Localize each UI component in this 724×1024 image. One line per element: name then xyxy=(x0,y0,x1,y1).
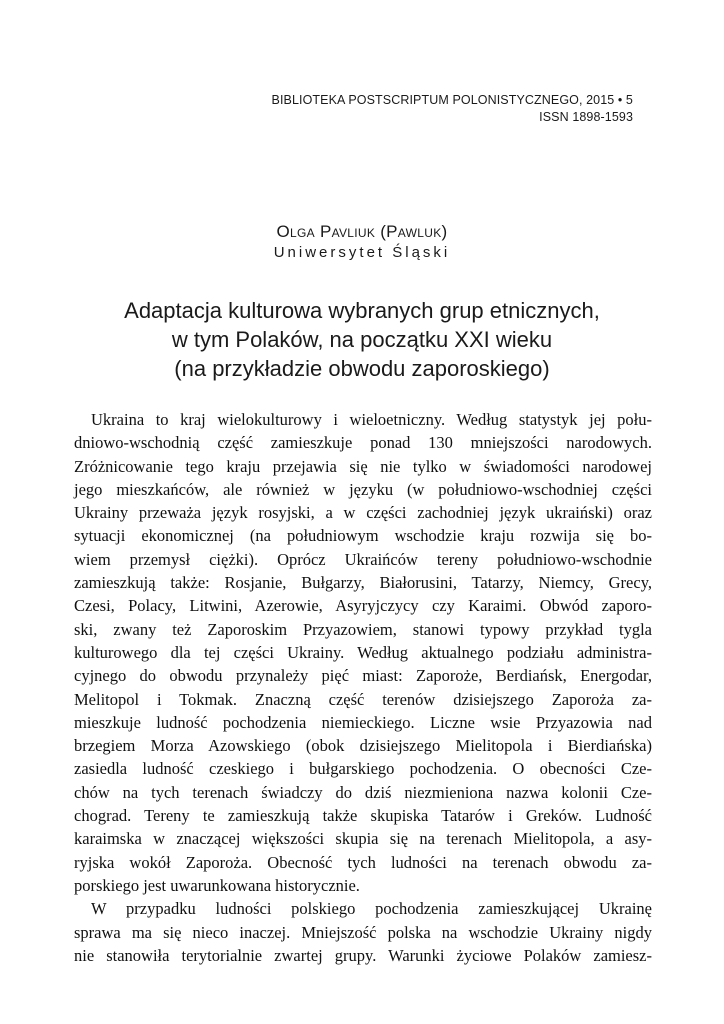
paragraph-line: chów na tych terenach świadczy do dziś niezmieniona nazwa kolonii Cze- xyxy=(74,782,652,802)
running-header xyxy=(272,92,633,126)
body-text xyxy=(74,408,652,967)
paragraph-line: Czesi, Polacy, Litwini, Azerowie, Asyryjczycy czy Karaimi. Obwód zaporo- xyxy=(74,596,652,616)
paragraph-line: mieszkuje ludność pochodzenia niemieckiego. Liczne wsie Przyazowia nad xyxy=(74,712,652,732)
paragraph-line: jego mieszkańców, ale również w języku (w południowo-wschodniej części xyxy=(74,479,652,499)
paragraph-line: cyjnego do obwodu przynależy pięć miast: Zaporoże, Berdiańsk, Energodar, xyxy=(74,666,652,686)
paragraph-line: karaimska w znaczącej większości skupia się na terenach Mielitopola, a asy- xyxy=(74,829,652,849)
paragraph-line: ryjska wokół Zaporoża. Obecność tych ludności na terenach obwodu za- xyxy=(74,852,652,872)
paragraph-line: dniowo-wschodnią część zamieszkuje ponad 130 mniejszości narodowych. xyxy=(74,433,652,453)
paragraph-line: Ukraina to kraj wielokulturowy i wieloetniczny. Według statystyk jej połu- xyxy=(91,410,652,429)
author-affiliation: Uniwersytet Śląski xyxy=(273,244,451,261)
title-line: (na przykładzie obwodu zaporoskiego) xyxy=(174,356,550,381)
paragraph-line: porskiego jest uwarunkowana historycznie. xyxy=(74,875,360,895)
journal-line: BIBLIOTEKA POSTSCRIPTUM POLONISTYCZNEGO, 2015 • 5 xyxy=(271,93,633,107)
paragraph-line: W przypadku ludności polskiego pochodzenia zamieszkującej Ukrainę xyxy=(91,899,652,919)
paragraph-line: sprawa ma się nieco inaczej. Mniejszość polska na wschodzie Ukrainy nigdy xyxy=(74,922,652,942)
article-title xyxy=(0,296,724,383)
author-name: Olga Pavliuk (Pawluk) xyxy=(276,222,448,241)
paragraph-line: zamieszkują także: Rosjanie, Bułgarzy, Białorusini, Tatarzy, Niemcy, Grecy, xyxy=(74,573,652,593)
issn-line: ISSN 1898-1593 xyxy=(539,110,633,124)
paragraph-line: Ukrainy przeważa język rosyjski, a w części zachodniej język ukraiński) oraz xyxy=(74,503,652,523)
paragraph-line: ski, zwany też Zaporoskim Przyazowiem, stanowi typowy przykład tygla xyxy=(74,619,652,639)
paragraph-line: nie stanowiła terytorialnie zwartej grupy. Warunki życiowe Polaków zamiesz- xyxy=(74,945,652,965)
paragraph-line: Melitopol i Tokmak. Znaczną część terenów dzisiejszego Zaporoża za- xyxy=(74,689,652,709)
paragraph-line: chograd. Tereny te zamieszkują także skupiska Tatarów i Greków. Ludność xyxy=(74,806,652,826)
title-line: Adaptacja kulturowa wybranych grup etnicznych, xyxy=(124,298,600,323)
title-line: w tym Polaków, na początku XXI wieku xyxy=(171,327,553,352)
paragraph-line: zasiedla ludność czeskiego i bułgarskiego pochodzenia. O obecności Cze- xyxy=(74,759,652,779)
paragraph-line: brzegiem Morza Azowskiego (obok dzisiejszego Mielitopola i Bierdiańska) xyxy=(74,736,652,756)
paragraph-line: Zróżnicowanie tego kraju przejawia się nie tylko w świadomości narodowej xyxy=(74,456,652,476)
paragraph-line: kulturowego dla tej części Ukrainy. Według aktualnego podziału administra- xyxy=(74,642,652,662)
paragraph-line: wiem przemysł ciężki). Oprócz Ukraińców tereny południowo-wschodnie xyxy=(74,549,652,569)
paragraph-line: sytuacji ekonomicznej (na południowym wschodzie kraju rozwija się bo- xyxy=(74,526,652,546)
